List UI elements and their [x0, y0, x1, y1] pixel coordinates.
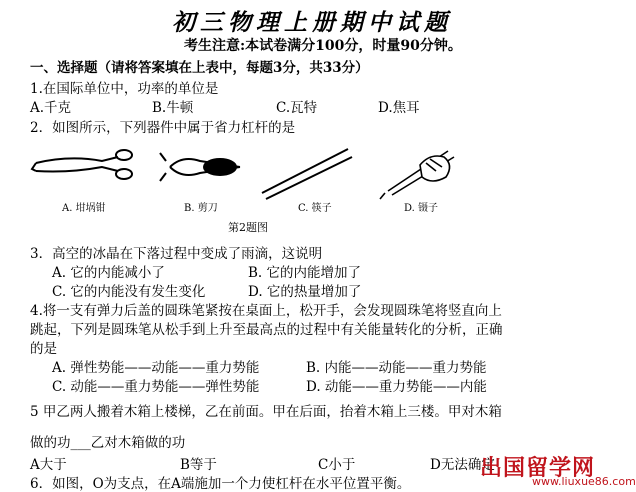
fig-label-a: A. 坩埚钳 — [62, 203, 106, 214]
q1-option-c: C.瓦特 — [276, 100, 318, 116]
question-4-stem-line-3: 的是 — [30, 341, 57, 357]
q3-option-b: B. 它的内能增加了 — [248, 265, 362, 281]
q5-option-c: C小于 — [318, 457, 356, 473]
crucible-tongs-drawing — [32, 150, 132, 179]
fig-label-b: B. 剪刀 — [184, 203, 218, 214]
tweezers-drawing — [380, 151, 454, 199]
watermark-url: www.liuxue86.com — [532, 475, 636, 488]
q5-option-a: A大于 — [30, 457, 67, 473]
fig-label-d: D. 镊子 — [404, 203, 439, 214]
page-title: 初三物理上册期中试题 — [172, 9, 452, 36]
q4-option-c: C. 动能——重力势能——弹性势能 — [52, 379, 260, 395]
scissors-drawing — [160, 153, 240, 181]
question-5-stem: 5 甲乙两人搬着木箱上楼梯，乙在前面。甲在后面，抬着木箱上三楼。甲对木箱 — [30, 404, 502, 420]
q3-option-d: D. 它的热量增加了 — [248, 284, 362, 300]
q4-option-b: B. 内能——动能——重力势能 — [306, 360, 487, 376]
question-2-stem: 2．如图所示，下列器件中属于省力杠杆的是 — [30, 120, 296, 136]
watermark-logo-text: 出国留学网 — [480, 456, 596, 481]
q3-option-c: C. 它的内能没有发生变化 — [52, 284, 206, 300]
question-4-stem-line-1: 4.将一支有弹力后盖的圆珠笔紧按在桌面上，松开手，会发现圆珠笔将竖直向上 — [30, 303, 502, 319]
question-5-stem-2: 做的功___乙对木箱做的功 — [30, 435, 186, 451]
q4-option-a: A. 弹性势能——动能——重力势能 — [52, 360, 260, 376]
question-4-stem-line-2: 跳起，下列是圆珠笔从松手到上升至最高点的过程中有关能量转化的分析，正确 — [30, 322, 503, 338]
q1-option-b: B.牛顿 — [152, 100, 194, 116]
q5-option-b: B等于 — [180, 457, 217, 473]
figure-caption: 第2题图 — [228, 221, 268, 234]
q1-option-d: D.焦耳 — [378, 100, 420, 116]
q1-option-a: A.千克 — [30, 100, 72, 116]
section-heading: 一、选择题（请将答案填在上表中，每题3分，共33分） — [30, 60, 369, 76]
question-3-stem: 3．高空的冰晶在下落过程中变成了雨滴，这说明 — [30, 246, 323, 262]
q3-option-a: A. 它的内能减小了 — [52, 265, 165, 281]
q4-option-d: D. 动能——重力势能——内能 — [306, 379, 487, 395]
fig-label-c: C. 筷子 — [298, 203, 332, 214]
chopsticks-drawing — [262, 149, 352, 199]
exam-notice: 考生注意:本试卷满分100分，时量90分钟。 — [184, 38, 462, 54]
question-1-stem: 1.在国际单位中，功率的单位是 — [30, 81, 219, 97]
q5-option-d: D无法确定 — [430, 457, 495, 473]
question-6-stem: 6．如图，O为支点，在A端施加一个力使杠杆在水平位置平衡。 — [30, 476, 411, 492]
